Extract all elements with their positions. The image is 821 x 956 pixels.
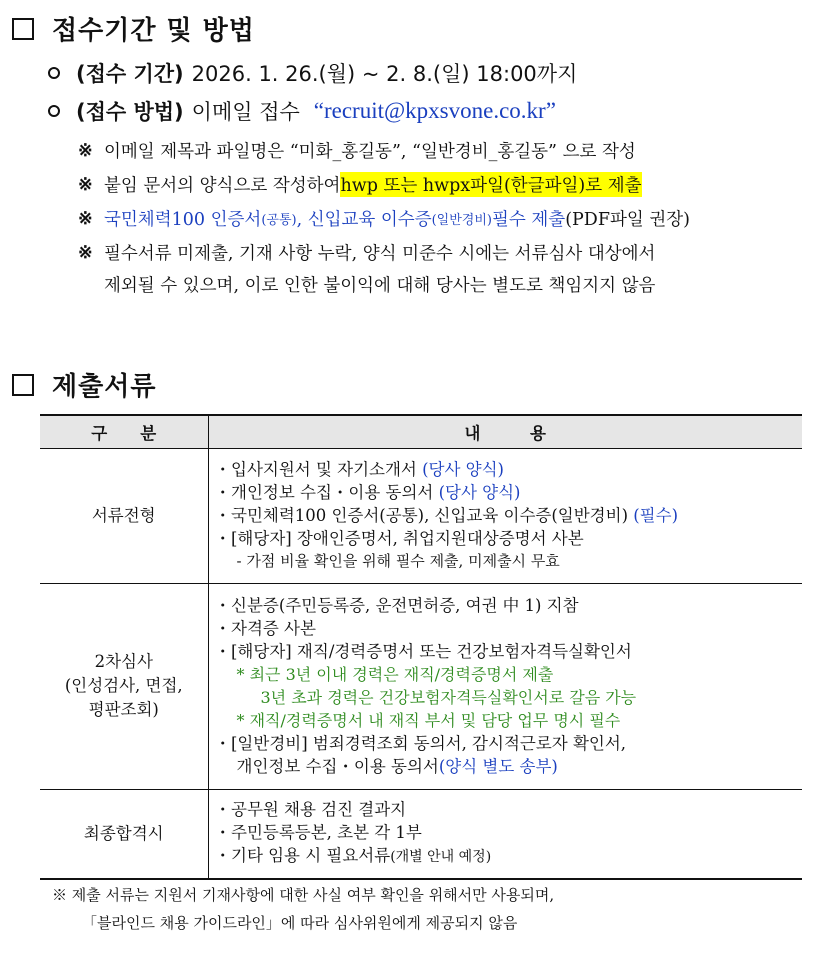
section-heading-documents bbox=[12, 366, 156, 403]
section-title: 접수기간 및 방법 bbox=[52, 16, 255, 46]
table-row bbox=[40, 448, 802, 583]
content-document-screening: ・입사지원서 및 자기소개서 (당사 양식) ・개인정보 수집・이용 동의서 (당사 양식) ・국민체력100 인증서(공통), 신입교육 이수증(일반경비) (필수) ・[해당자] 장애인증명서, 취업지원대상증명서 사본 - 가점 비율 확인을 위해 필수 제출, 미제출시 무효 bbox=[208, 448, 802, 583]
table-row bbox=[40, 583, 802, 789]
circle-outline-icon bbox=[48, 105, 60, 117]
highlighted-format: hwp 또는 hwpx파일(한글파일)로 제출 bbox=[340, 172, 641, 197]
table-row bbox=[40, 789, 802, 879]
period-value: 2026. 1. 26.(월) ~ 2. 8.(일) 18:00까지 bbox=[191, 62, 578, 86]
header-category: 구 분 bbox=[40, 415, 208, 448]
method-value: 이메일 접수 bbox=[191, 100, 300, 124]
documents-table bbox=[40, 414, 802, 880]
note-disqualification: ※ 필수서류 미제출, 기재 사항 누락, 양식 미준수 시에는 서류심사 대상에서 bbox=[78, 242, 656, 264]
section-heading-application bbox=[12, 10, 255, 47]
table-header-row bbox=[40, 415, 802, 448]
square-outline-icon bbox=[12, 18, 34, 40]
category-final-pass: 최종합격시 bbox=[40, 789, 208, 879]
category-second-review: 2차심사 (인성검사, 면접, 평판조회) bbox=[40, 583, 208, 789]
note-disqualification-cont: 제외될 수 있으며, 이로 인한 불이익에 대해 당사는 별도로 책임지지 않음 bbox=[104, 276, 656, 296]
note-required-certificates: ※ 국민체력100 인증서 (공통) , 신입교육 이수증 (일반경비) 필수 제출 (PDF파일 권장) bbox=[78, 208, 690, 230]
period-label: (접수 기간) bbox=[76, 62, 184, 86]
footnote-line-1: ※ 제출 서류는 지원서 기재사항에 대한 사실 여부 확인을 위해서만 사용되며, bbox=[52, 886, 555, 904]
content-second-review: ・신분증(주민등록증, 운전면허증, 여권 中 1) 지참 ・자격증 사본 ・[해당자] 재직/경력증명서 또는 건강보험자격득실확인서 * 최근 3년 이내 경력은 재직/경력증명서 제출 3년 초과 경력은 건강보험자격득실확인서로 갈음 가능 * 재직/경력증명서 내 재직 부서 및 담당 업무 명시 필수 ・[일반경비] 범죄경력조회 동의서, 감시적근로자 확인서, 개인정보 수집・이용 동의서(양식 별도 송부) bbox=[208, 583, 802, 789]
note-file-naming: ※ 이메일 제목과 파일명은 “미화_홍길동”, “일반경비_홍길동” 으로 작성 bbox=[78, 140, 636, 162]
category-document-screening: 서류전형 bbox=[40, 448, 208, 583]
circle-outline-icon bbox=[48, 67, 60, 79]
section-title: 제출서류 bbox=[52, 372, 157, 402]
note-file-format: ※ 붙임 문서의 양식으로 작성하여 hwp 또는 hwpx파일(한글파일)로 제출 bbox=[78, 172, 642, 197]
application-method bbox=[48, 96, 556, 126]
footnote-line-2: 「블라인드 채용 가이드라인」에 따라 심사위원에게 제공되지 않음 bbox=[82, 914, 518, 932]
application-period bbox=[48, 58, 577, 88]
method-label: (접수 방법) bbox=[76, 100, 184, 124]
header-content: 내 용 bbox=[208, 415, 802, 448]
content-final-pass: ・공무원 채용 검진 결과지 ・주민등록등본, 초본 각 1부 ・기타 임용 시 필요서류(개별 안내 예정) bbox=[208, 789, 802, 879]
square-outline-icon bbox=[12, 374, 34, 396]
email-address[interactable]: “recruit@kpxsvone.co.kr” bbox=[313, 98, 556, 123]
